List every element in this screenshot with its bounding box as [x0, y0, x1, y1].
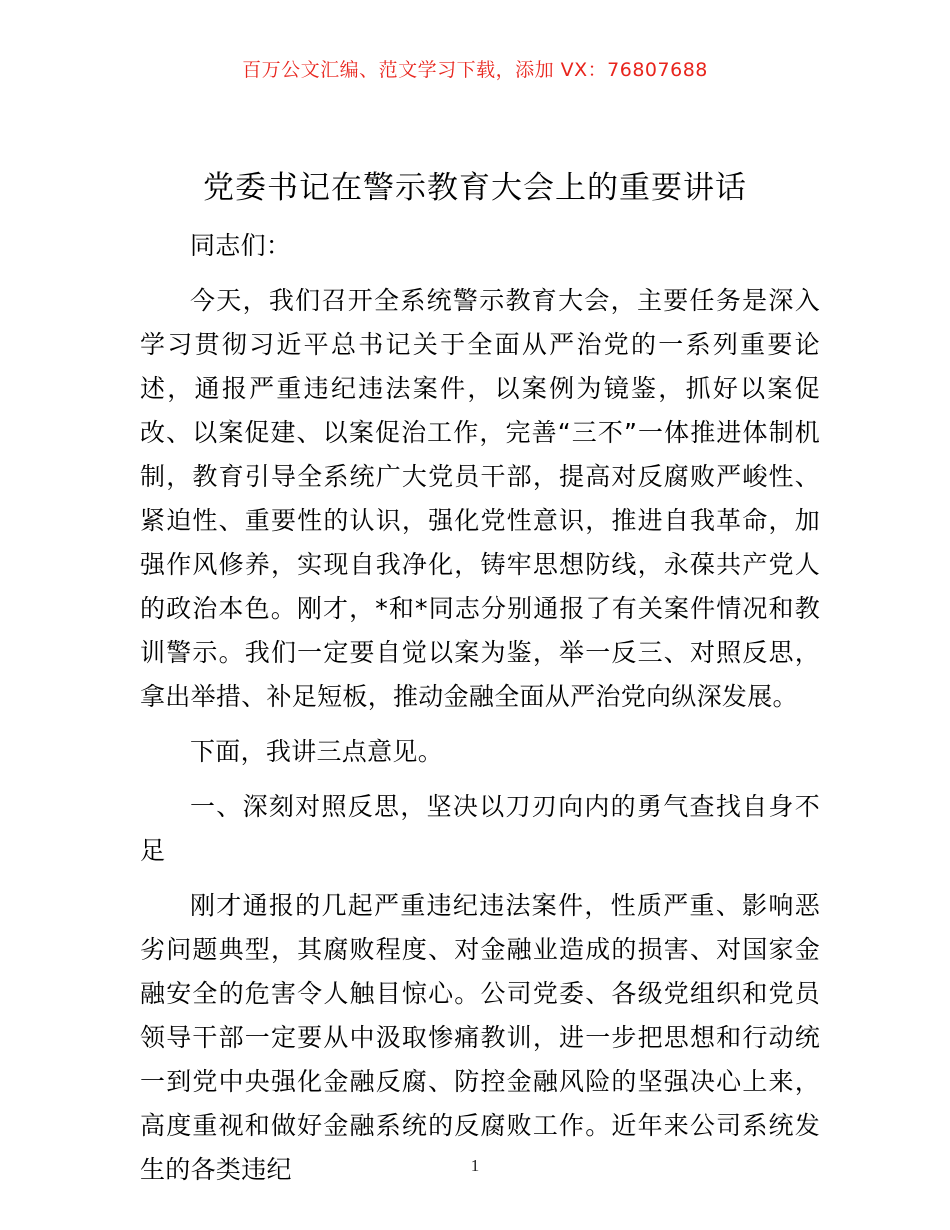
- document-body: [140, 224, 820, 1203]
- body-paragraph: 下面，我讲三点意见。: [190, 737, 444, 766]
- body-paragraph: 刚才通报的几起严重违纪违法案件，性质严重、影响恶劣问题典型，其腐败程度、对金融业造成的损害、对国家金融安全的危害令人触目惊心。公司党委、各级党组织和党员领导干部一定要从中汲取惨痛教训，进一步把思想和行动统一到党中央强化金融反腐、防控金融风险的坚强决心上来，高度重视和做好金融系统的反腐败工作。近年来公司系统发生的各类违纪: [140, 891, 820, 1184]
- watermark-header: 百万公文汇编、范文学习下载，添加 VX：76807688: [242, 59, 708, 81]
- salutation: 同志们：: [190, 231, 292, 260]
- section-heading: 一、深刻对照反思，坚决以刀刃向内的勇气查找自身不足: [140, 792, 820, 865]
- page-number: 1: [470, 1156, 480, 1175]
- body-paragraph: 今天，我们召开全系统警示教育大会，主要任务是深入学习贯彻习近平总书记关于全面从严治党的一系列重要论述，通报严重违纪违法案件，以案例为镜鉴，抓好以案促改、以案促建、以案促治工作，完善“三不”一体推进体制机制，教育引导全系统广大党员干部，提高对反腐败严峻性、紧迫性、重要性的认识，强化党性意识，推进自我革命，加强作风修养，实现自我净化，铸牢思想防线，永葆共产党人的政治本色。刚才，*和*同志分别通报了有关案件情况和教训警示。我们一定要自觉以案为鉴，举一反三、对照反思，拿出举措、补足短板，推动金融全面从严治党向纵深发展。: [140, 286, 820, 711]
- document-title: 党委书记在警示教育大会上的重要讲话: [203, 170, 747, 206]
